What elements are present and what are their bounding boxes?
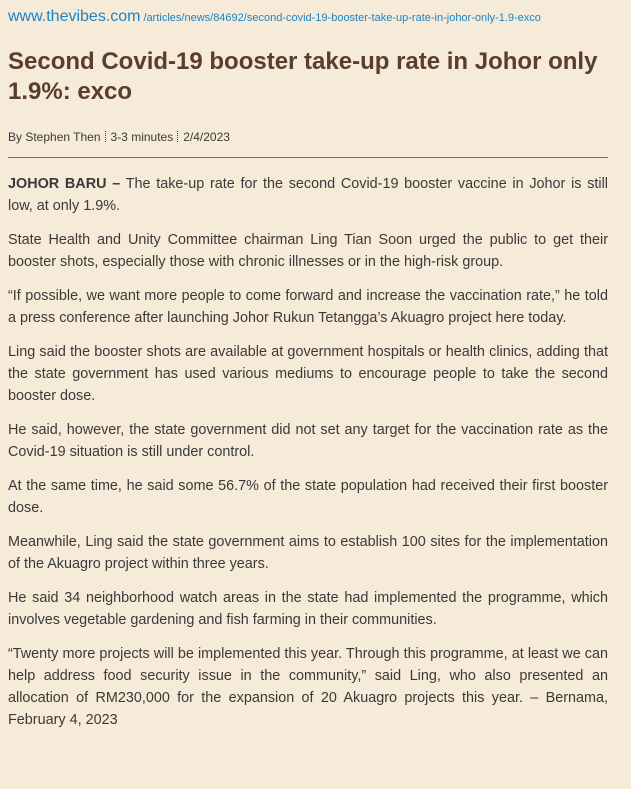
article-paragraph: Ling said the booster shots are available at government hospitals or health clinics, adding that the state government has used various mediums to encourage people to take the second booster dose. [8, 344, 608, 404]
url-domain[interactable]: www.thevibes.com [8, 8, 141, 25]
source-url[interactable] [8, 8, 541, 26]
title-divider [8, 157, 608, 158]
article-body [8, 173, 608, 743]
url-path[interactable]: /articles/news/84692/second-covid-19-booster-take-up-rate-in-johor-only-1.9-exco [143, 12, 541, 24]
article-paragraph: State Health and Unity Committee chairman Ling Tian Soon urged the public to get their booster shots, especially those with chronic illnesses or in the high-risk group. [8, 232, 608, 270]
article-title: Second Covid-19 booster take-up rate in Johor only 1.9%: exco [8, 48, 598, 105]
byline-separator [177, 131, 179, 142]
article-paragraph: He said 34 neighborhood watch areas in the state had implemented the programme, which involves vegetable gardening and fish farming in their communities. [8, 590, 608, 628]
byline-date: 2/4/2023 [183, 130, 230, 144]
article-paragraph: “Twenty more projects will be implemented this year. Through this programme, at least we can help address food security issue in the community,” said Ling, who also presented an allocation of RM230,000 for the expansion of 20 Akuagro projects this year. – Bernama, February 4, 2023 [8, 646, 608, 728]
paragraph-text: The take-up rate for the second Covid-19 booster vaccine in Johor is still low, at only 1.9%. [8, 176, 608, 214]
article-paragraph [8, 173, 608, 217]
byline-author: By Stephen Then [8, 130, 101, 144]
article-paragraph: Meanwhile, Ling said the state government aims to establish 100 sites for the implementation of the Akuagro project within three years. [8, 534, 608, 572]
article-paragraph: He said, however, the state government did not set any target for the vaccination rate as the Covid-19 situation is still under control. [8, 422, 608, 460]
byline-separator [105, 131, 107, 142]
article-paragraph: “If possible, we want more people to come forward and increase the vaccination rate,” he told a press conference after launching Johor Rukun Tetangga’s Akuagro project here today. [8, 288, 608, 326]
article-paragraph: At the same time, he said some 56.7% of the state population had received their first booster dose. [8, 478, 608, 516]
byline-read-time: 3-3 minutes [110, 130, 174, 144]
byline [8, 130, 230, 144]
dateline: JOHOR BARU – [8, 176, 121, 192]
